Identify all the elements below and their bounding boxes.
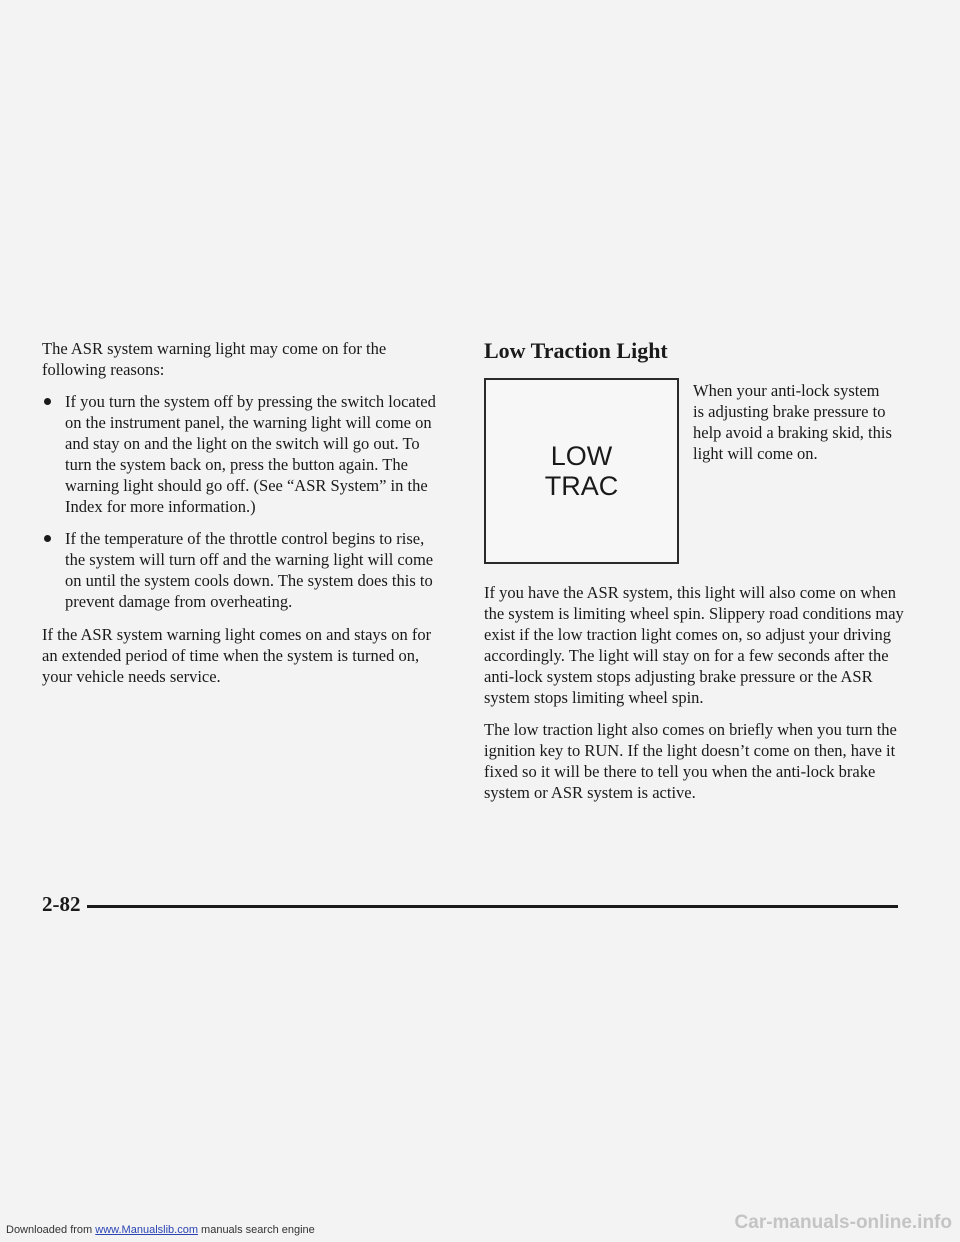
site-watermark: Car-manuals-online.info — [734, 1212, 952, 1233]
indicator-line-1: LOW — [550, 441, 613, 471]
indicator-description: When your anti-lock system is adjusting brake pressure to help avoid a braking skid, this light will come on. — [693, 381, 892, 463]
bullet-icon — [44, 535, 51, 542]
low-trac-indicator-icon — [484, 378, 679, 564]
indicator-line-2: TRAC — [544, 471, 619, 501]
indicator-row — [484, 378, 904, 564]
body-paragraph: The low traction light also comes on briefly when you turn the ignition key to RUN. If the light doesn’t come on then, have it fixed so it will be there to tell you when the anti-lock brake system or ASR system is active. — [484, 720, 897, 802]
list-item: If the temperature of the throttle control begins to rise, the system will turn off and the warning light will come on until the system cools down. The system does this to prevent damage from overheating. — [42, 528, 437, 612]
page-footer — [42, 892, 898, 917]
download-watermark: Downloaded from www.Manualslib.com manuals search engine — [6, 1224, 315, 1236]
footer-rule — [87, 905, 899, 908]
manualslib-link[interactable]: www.Manualslib.com — [95, 1224, 198, 1236]
reasons-list — [42, 391, 437, 612]
closing-paragraph: If the ASR system warning light comes on and stays on for an extended period of time when the system is turned on, your vehicle needs service. — [42, 625, 432, 686]
list-item: If you turn the system off by pressing the switch located on the instrument panel, the warning light will come on and stay on and the light on the switch will go out. To turn the system back on, press the button again. The warning light should go off. (See “ASR System” in the Index for more information.) — [42, 391, 437, 517]
left-column — [42, 338, 437, 698]
bullet-icon — [44, 398, 51, 405]
body-paragraph: If you have the ASR system, this light will also come on when the system is limiting wheel spin. Slippery road conditions may exist if the low traction light comes on, so adjust your driving accordingly. The light will stay on for a few seconds after the anti-lock system stops adjusting brake pressure or the ASR system stops limiting wheel spin. — [484, 583, 904, 707]
right-column — [484, 338, 904, 814]
section-heading: Low Traction Light — [484, 338, 668, 363]
page-number: 2-82 — [42, 892, 81, 916]
intro-paragraph: The ASR system warning light may come on for the following reasons: — [42, 339, 387, 379]
